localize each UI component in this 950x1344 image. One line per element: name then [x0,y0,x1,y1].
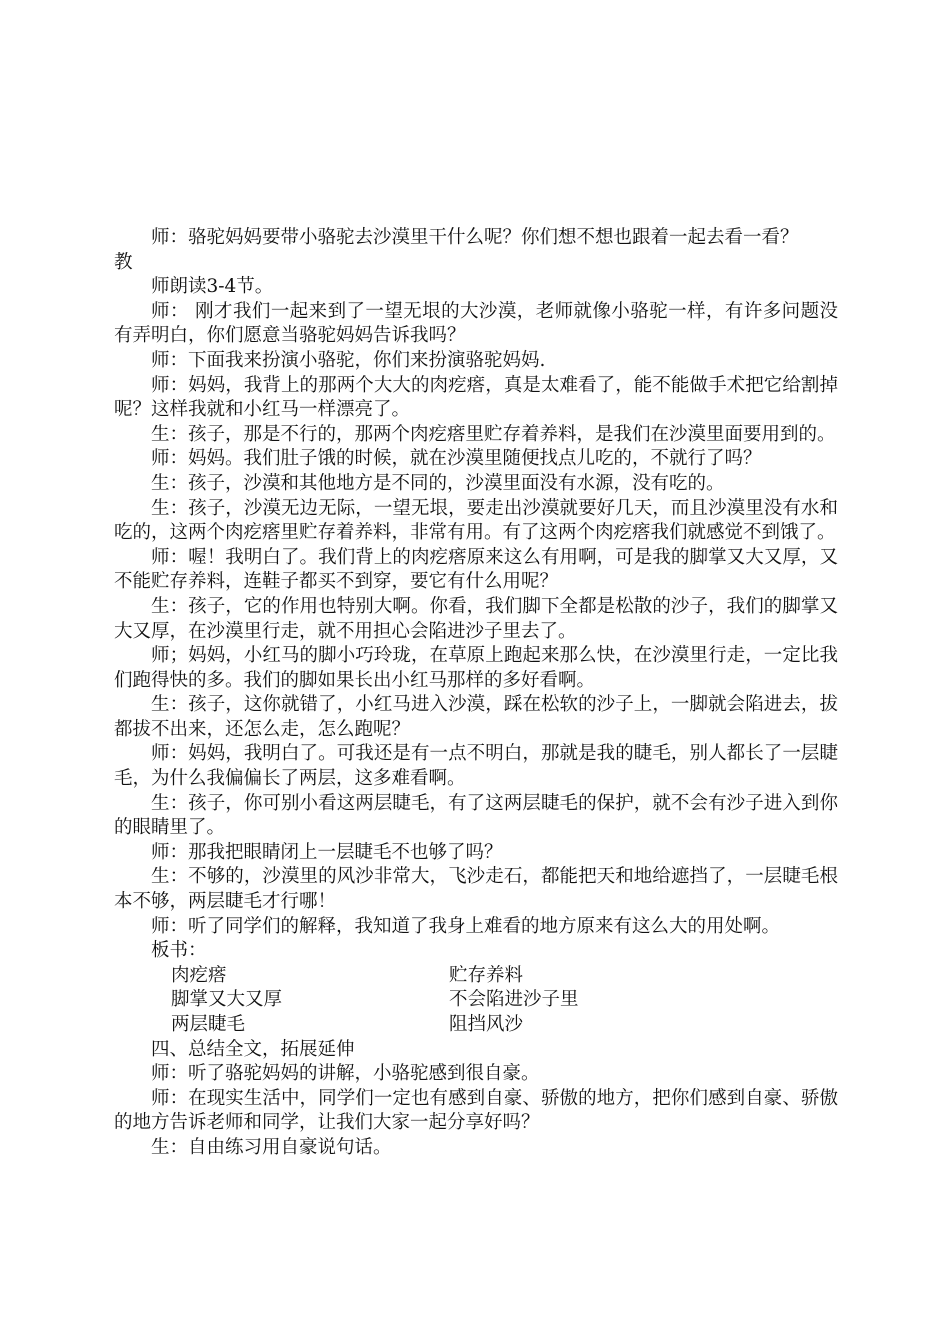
paragraph: 生：孩子，沙漠无边无际，一望无垠，要走出沙漠就要好几天，而且沙漠里没有水和吃的，这两个肉疙瘩里贮存着养料，非常有用。有了这两个肉疙瘩我们就感觉不到饿了。 [114,497,838,544]
paragraph: 师：在现实生活中，同学们一定也有感到自豪、骄傲的地方，把你们感到自豪、骄傲的地方告诉老师和同学，让我们大家一起分享好吗？ [114,1087,838,1134]
board-heading: 板书： [151,940,207,962]
paragraph: 生：不够的，沙漠里的风沙非常大，飞沙走石，都能把天和地给遮挡了，一层睫毛根本不够，两层睫毛才行哪！ [114,866,838,913]
board-right: 不会陷进沙子里 [449,989,579,1011]
board-right: 阻挡风沙 [449,1014,524,1035]
paragraph: 师：下面我来扮演小骆驼，你们来扮演骆驼妈妈. [151,349,546,371]
paragraph: 生：自由练习用自豪说句话。 [151,1136,392,1158]
board-row [114,988,838,1013]
paragraph: 生：孩子，它的作用也特别大啊。你看，我们脚下全都是松散的沙子，我们的脚掌又大又厚，在沙漠里行走，就不用担心会陷进沙子里去了。 [114,595,838,642]
paragraph: 师；妈妈，小红马的脚小巧玲珑，在草原上跑起来那么快，在沙漠里行走，一定比我们跑得快的多。我们的脚如果长出小红马那样的多好看啊。 [114,645,838,691]
paragraph: 教 [114,251,133,273]
board-left: 肉疙瘩 [171,964,227,986]
paragraph: 生：孩子，沙漠和其他地方是不同的，沙漠里面没有水源，没有吃的。 [151,472,725,494]
board-row [114,1013,838,1038]
paragraph: 师：妈妈，我背上的那两个大大的肉疙瘩，真是太难看了，能不能做手术把它给割掉呢？这样我就和小红马一样漂亮了。 [114,374,838,421]
paragraph: 生：孩子，你可别小看这两层睫毛，有了这两层睫毛的保护，就不会有沙子进入到你的眼睛里了。 [114,792,838,839]
paragraph: 师：骆驼妈妈要带小骆驼去沙漠里干什么呢？你们想不想也跟着一起去看一看？ [151,227,799,248]
paragraph: 师：听了骆驼妈妈的讲解，小骆驼感到很自豪。 [151,1063,540,1085]
paragraph: 生：孩子，那是不行的，那两个肉疙瘩里贮存着养料，是我们在沙漠里面要用到的。 [151,423,836,445]
paragraph: 师：妈妈。我们肚子饿的时候，就在沙漠里随便找点儿吃的，不就行了吗？ [151,448,762,470]
board-left: 脚掌又大又厚 [171,989,283,1011]
paragraph: 师：喔！我明白了。我们背上的肉疙瘩原来这么有用啊，可是我的脚掌又大又厚，又不能贮存养料，连鞋子都买不到穿，要它有什么用呢？ [114,546,838,593]
paragraph: 师朗读3-4节。 [151,276,274,298]
lesson-text [114,226,838,1161]
board-right: 贮存养料 [449,964,524,986]
paragraph: 师：那我把眼睛闭上一层睫毛不也够了吗？ [151,841,503,863]
paragraph: 师：妈妈，我明白了。可我还是有一点不明白，那就是我的睫毛，别人都长了一层睫毛，为什么我偏偏长了两层，这多难看啊。 [114,743,838,790]
section-heading: 四、总结全文，拓展延伸 [151,1038,355,1060]
paragraph: 师： 刚才我们一起来到了一望无垠的大沙漠，老师就像小骆驼一样，有许多问题没有弄明白，你们愿意当骆驼妈妈告诉我吗？ [114,300,838,347]
paragraph: 生：孩子，这你就错了，小红马进入沙漠，踩在松软的沙子上，一脚就会陷进去，拔都拔不出来，还怎么走，怎么跑呢？ [114,694,838,740]
board-row [114,964,838,989]
board-left: 两层睫毛 [171,1014,246,1035]
paragraph: 师：听了同学们的解释，我知道了我身上难看的地方原来有这么大的用处啊。 [151,915,781,937]
